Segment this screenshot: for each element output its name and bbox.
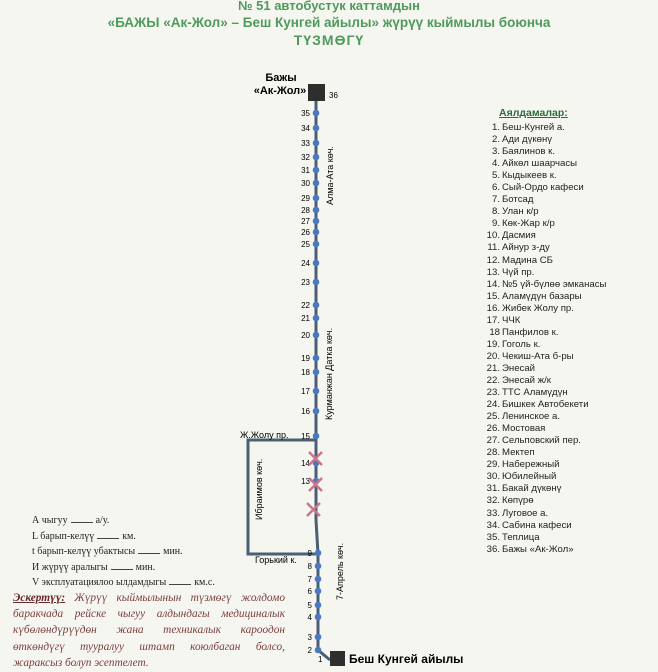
stop-number: 22	[301, 301, 310, 310]
header-line-1: № 51 автобустук каттамдын	[238, 0, 420, 13]
stop-list-number: 25.	[486, 411, 500, 423]
stop-list-item	[486, 363, 658, 375]
stop-list-item	[486, 387, 658, 399]
stop-list-number: 33.	[486, 507, 500, 519]
stop-list-name: Ади дүкөнү	[502, 134, 553, 146]
stop-list-number: 7.	[491, 194, 500, 206]
stop-list-name: Панфилов к.	[502, 326, 559, 338]
stop-number: 28	[301, 206, 310, 215]
stop-list-item	[486, 206, 658, 218]
stop-list-name: Гоголь к.	[502, 338, 541, 350]
stop-list-item	[486, 303, 658, 315]
stop-list-item	[486, 122, 658, 134]
stop-list-name: Жибек Жолу пр.	[502, 302, 574, 314]
stop-list-number: 5.	[491, 170, 500, 182]
warning-label: Эскертүү:	[13, 592, 66, 604]
stop-list-item	[486, 134, 658, 146]
stop-node	[313, 302, 320, 309]
stop-node	[315, 647, 322, 654]
param-t: t барып-келүү убактысы мин.	[32, 546, 183, 557]
start-label-1: Бажы	[265, 72, 297, 84]
stop-list-item	[486, 182, 658, 194]
stop-list-name: Көпүрө	[502, 495, 534, 507]
stop-list-item	[486, 339, 658, 351]
stop-number: 33	[301, 139, 310, 148]
stop-list-number: 12.	[486, 254, 500, 266]
stop-node	[313, 140, 320, 147]
stop-list-number: 35.	[486, 531, 500, 543]
stop-list-name: Кыдыкеев к.	[502, 170, 557, 182]
stop-node	[315, 614, 322, 621]
stop-list-item	[486, 399, 658, 411]
stop-list-number: 31.	[486, 483, 500, 495]
stop-list-item	[486, 508, 658, 520]
param-a: А чыгуу а/у.	[32, 515, 110, 526]
stop-list-item	[486, 267, 658, 279]
stop-number: 26	[301, 228, 310, 237]
stop-number: 32	[301, 153, 310, 162]
stop-list-number: 27.	[486, 435, 500, 447]
header-line-2: «БАЖЫ «Ак-Жол» – Беш Кунгей айылы» жүрүү кыймылы боюнча	[107, 15, 551, 30]
stop-list-item	[486, 327, 658, 339]
stop-list-name: Чекиш-Ата б-ры	[502, 350, 574, 362]
stop-node	[313, 332, 320, 339]
stop-list-number: 20.	[486, 350, 500, 362]
stop-list-number: 13.	[486, 266, 500, 278]
stop-list-name: Көк-Жар к/р	[502, 218, 555, 230]
stop-list-number: 21.	[486, 362, 500, 374]
stop-list-name: Айкөл шаарчасы	[502, 158, 578, 170]
start-label-2: «Ак-Жол»	[253, 85, 307, 97]
stop-list-number: 19.	[486, 338, 500, 350]
stop-list-name: Ботсад	[502, 194, 534, 206]
route-stops-lower	[308, 549, 322, 655]
stop-list-number: 24.	[486, 399, 500, 411]
stop-list-name: ТТС Аламүдүн	[502, 387, 568, 399]
stop-number: 4	[307, 613, 312, 622]
stop-list-item	[486, 146, 658, 158]
stop-node	[313, 125, 320, 132]
stop-node	[313, 433, 320, 440]
stop-list-item	[486, 194, 658, 206]
stop-node	[315, 576, 322, 583]
stop-list-name: Набережный	[502, 459, 560, 471]
stop-number: 9	[307, 549, 312, 558]
stop-list-item	[486, 218, 658, 230]
street-april-7: 7-Апрель көч.	[335, 542, 345, 600]
stop-list-item	[486, 279, 658, 291]
stop-number: 16	[301, 407, 310, 416]
stop-list-number: 3.	[491, 146, 500, 158]
stops-list	[486, 122, 658, 556]
stop-number: 35	[301, 109, 310, 118]
stop-list-name: Сельповский пер.	[502, 435, 581, 447]
stop-list-number: 11.	[487, 242, 500, 254]
stop-list-number: 9.	[491, 218, 500, 230]
stop-list-name: Дасмия	[502, 230, 536, 242]
stop-number: 15	[301, 432, 310, 441]
street-alma-ata: Алма-Ата көч.	[325, 146, 335, 205]
stop-list-name: ЧЧК	[502, 314, 521, 326]
stop-list-name: Теплица	[502, 531, 540, 543]
stop-number: 19	[301, 354, 310, 363]
stop-list-item	[486, 170, 658, 182]
terminal-end	[330, 651, 345, 666]
stop-node	[313, 207, 320, 214]
stop-number: 20	[301, 331, 310, 340]
stop-node	[313, 279, 320, 286]
stop-list-item	[486, 447, 658, 459]
stop-list-name: Айнур з-ду	[502, 242, 550, 254]
stop-list-name: Энесай	[502, 362, 536, 374]
stop-list-item	[486, 351, 658, 363]
stop-node	[313, 408, 320, 415]
stops-title: Аялдамалар:	[499, 107, 568, 119]
stop-node	[313, 154, 320, 161]
stop-node	[313, 229, 320, 236]
stop-node	[313, 315, 320, 322]
end-number: 1	[318, 655, 323, 664]
stop-node	[315, 588, 322, 595]
stop-list-item	[486, 242, 658, 254]
stop-list-item	[486, 459, 658, 471]
stop-list-name: Аламүдүн базары	[502, 290, 582, 302]
stop-list-number: 34.	[486, 519, 500, 531]
stop-list-name: Мостовая	[502, 423, 546, 435]
stop-node	[315, 563, 322, 570]
stop-node	[313, 241, 320, 248]
stop-list-number: 29.	[486, 459, 500, 471]
stop-list-item	[486, 544, 658, 556]
stop-list-item	[486, 411, 658, 423]
stop-list-name: Сабина кафеси	[502, 519, 572, 531]
stop-list-item	[486, 315, 658, 327]
stop-list-item	[486, 520, 658, 532]
stop-list-item	[486, 483, 658, 495]
stop-list-number: 1.	[491, 122, 500, 133]
street-zh-zholu: Ж.Жолу пр.	[240, 430, 289, 440]
stop-list-item	[486, 230, 658, 242]
stop-list-number: 14.	[486, 278, 500, 290]
stop-node	[313, 369, 320, 376]
header-title: ТҮЗМӨГҮ	[293, 32, 365, 48]
stop-list-number: 30.	[486, 471, 500, 483]
stop-list-item	[486, 423, 658, 435]
stop-list-item	[486, 532, 658, 544]
param-l: L барып-келүү км.	[32, 530, 136, 542]
stop-list-number: 4.	[491, 158, 500, 170]
stop-list-name: Бишкек Автобекети	[502, 399, 589, 411]
stop-number: 29	[301, 194, 310, 203]
stop-list-item	[486, 435, 658, 447]
stop-list-name: Мадина СБ	[502, 254, 553, 266]
stop-list-number: 17.	[486, 314, 500, 326]
stop-list-name: Бакай дүкөнү	[502, 483, 562, 495]
stop-number: 21	[301, 314, 310, 323]
stop-number: 25	[301, 240, 310, 249]
stop-list-name: Беш-Кунгей а.	[502, 122, 565, 133]
stop-number: 13	[301, 477, 310, 486]
stop-number: 3	[307, 633, 312, 642]
stop-number: 34	[301, 124, 310, 133]
stop-list-name: Энесай ж/к	[502, 374, 551, 386]
stop-node	[313, 218, 320, 225]
param-v: V эксплуатациялоо ылдамдыгы км.с.	[32, 577, 215, 588]
stop-number: 5	[307, 601, 312, 610]
stop-list-name: Баялинов к.	[502, 146, 556, 158]
stop-node	[315, 634, 322, 641]
street-ibraimov: Ибраимов көч.	[254, 458, 264, 520]
stop-number: 18	[301, 368, 310, 377]
stop-list-number: 26.	[486, 423, 500, 435]
stop-list-number: 36.	[486, 543, 500, 555]
closed-cross-icon	[307, 503, 320, 516]
param-i: И жүрүү аралыгы мин.	[32, 561, 156, 573]
route-line	[248, 92, 330, 660]
stop-node	[315, 602, 322, 609]
stop-node	[315, 550, 322, 557]
stop-list-name: Бажы «Ак-Жол»	[502, 543, 574, 555]
stop-list-name: Луговое а.	[502, 507, 549, 519]
stop-list-name: Мектеп	[502, 447, 535, 459]
stop-list-number: 6.	[491, 182, 500, 194]
stop-list-name: Юбилейный	[502, 471, 557, 483]
stop-list-number: 23.	[486, 387, 500, 399]
stop-list-number: 28.	[486, 447, 500, 459]
stop-list-item	[486, 375, 658, 387]
stop-list-item	[486, 291, 658, 303]
stop-node	[313, 110, 320, 117]
end-label: Беш Кунгей айылы	[349, 652, 464, 666]
stop-number: 14	[301, 459, 310, 468]
stop-list-number: 2.	[491, 134, 500, 146]
stop-list-item	[486, 255, 658, 267]
stop-list-name: Ленинское а.	[502, 411, 561, 423]
stop-list-name: №5 үй-бүлөө эмканасы	[502, 278, 607, 290]
stop-list-name: Улан к/р	[502, 206, 539, 218]
stop-node	[313, 355, 320, 362]
stop-node	[313, 260, 320, 267]
stop-number: 27	[301, 217, 310, 226]
stop-number: 8	[307, 562, 312, 571]
stop-list-number: 22.	[486, 374, 500, 386]
stop-list-name: Чүй пр.	[502, 266, 535, 278]
start-number: 36	[329, 91, 338, 100]
stop-node	[313, 388, 320, 395]
terminal-start	[308, 84, 325, 101]
stop-number: 24	[301, 259, 310, 268]
warning-note	[13, 590, 285, 671]
street-gorky: Горький к.	[255, 555, 297, 565]
stop-number: 6	[307, 587, 312, 596]
stop-node	[313, 195, 320, 202]
stop-list-item	[486, 471, 658, 483]
stop-list-number: 15.	[486, 290, 500, 302]
stop-list-number: 16.	[486, 302, 500, 314]
stop-number: 31	[301, 166, 310, 175]
stop-list-item	[486, 158, 658, 170]
stop-list-number: 18	[489, 326, 500, 338]
stop-number: 7	[307, 575, 312, 584]
stop-list-item	[486, 495, 658, 507]
stop-number: 17	[301, 387, 310, 396]
street-kurmanjan: Курманжан Датка көч.	[324, 327, 334, 420]
stop-number: 30	[301, 179, 310, 188]
stop-node	[313, 167, 320, 174]
stop-number: 2	[307, 646, 312, 655]
stop-node	[313, 180, 320, 187]
stop-list-name: Сый-Ордо кафеси	[502, 182, 584, 194]
route-parameters	[32, 513, 215, 591]
stop-list-number: 32.	[486, 495, 500, 507]
stop-list-number: 8.	[491, 206, 500, 218]
stop-list-number: 10.	[486, 230, 500, 242]
stop-number: 23	[301, 278, 310, 287]
warning-text: Жүрүү кыймылынын түзмөгү жолдомо баракчада рейске чыгуу алдындагы медициналык күбөлөндүрүүдөн жана техникалык кароодон өткөндүгү тууралуу штамп коюлбаган болсо, жараксыз болуп эсептелет.	[13, 592, 286, 669]
